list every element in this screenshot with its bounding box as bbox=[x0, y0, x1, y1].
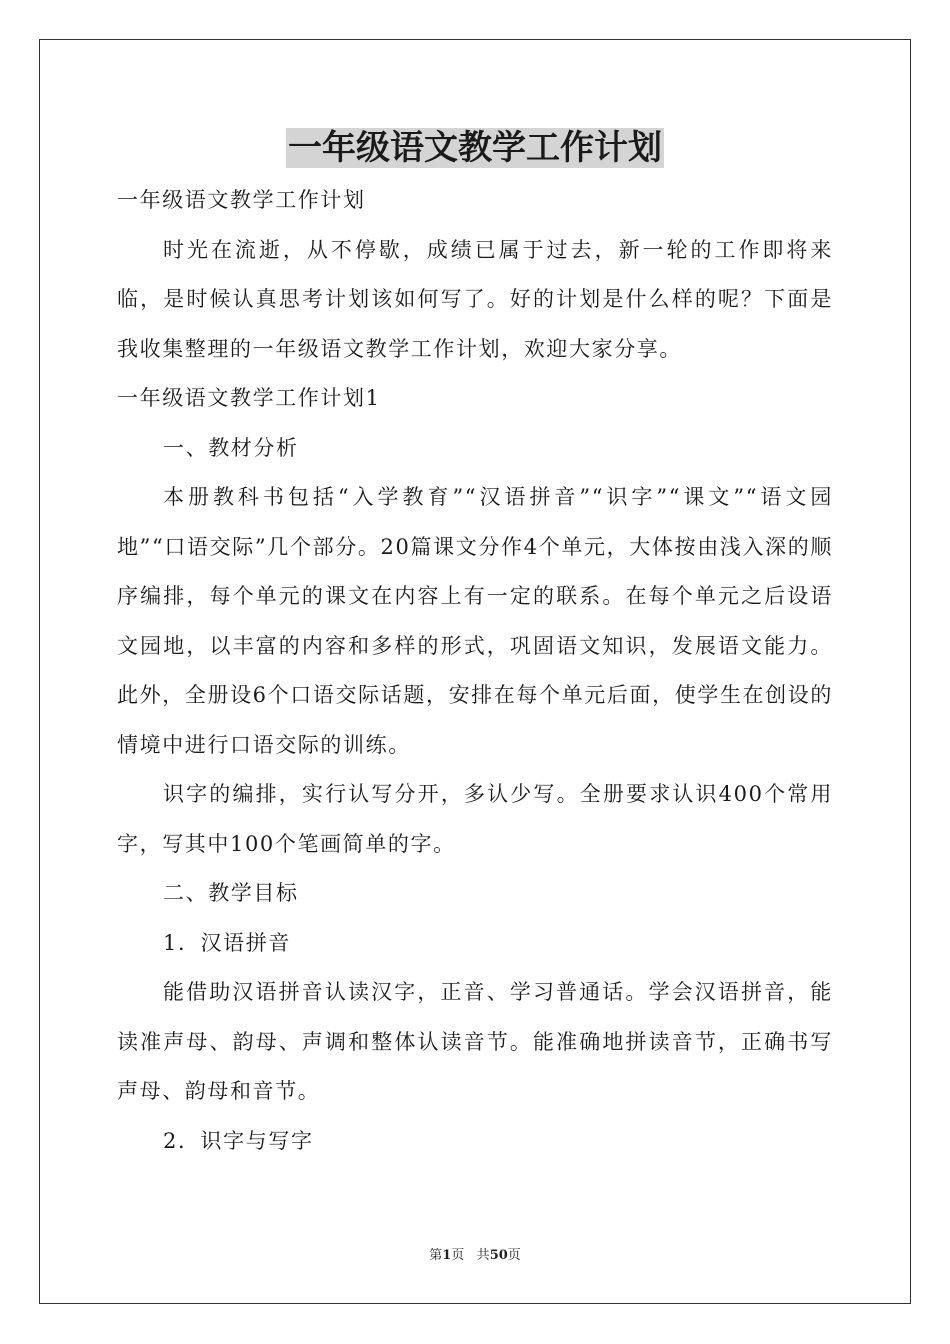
total-page-count: 50 bbox=[489, 1248, 508, 1263]
current-page-number: 1 bbox=[442, 1248, 452, 1263]
paragraph: 一年级语文教学工作计划 bbox=[117, 188, 366, 212]
paragraph: 1．汉语拼音 bbox=[163, 930, 291, 955]
document-body bbox=[117, 176, 833, 1166]
paragraph: 二、教学目标 bbox=[163, 881, 299, 905]
paragraph: 2．识字与写字 bbox=[163, 1128, 314, 1153]
page-label-prefix: 第 bbox=[429, 1248, 443, 1263]
paragraph: 一、教材分析 bbox=[163, 435, 299, 460]
document-title bbox=[0, 126, 950, 170]
paragraph: 识字的编排，实行认写分开，多认少写。全册要求认识400个常用字，写其中100个笔画简单的字。 bbox=[117, 782, 833, 856]
paragraph: 能借助汉语拼音认读汉字，正音、学习普通话。学会汉语拼音，能读准声母、韵母、声调和整体认读音节。能准确地拼读音节，正确书写声母、韵母和音节。 bbox=[117, 980, 833, 1103]
paragraph: 时光在流逝，从不停歇，成绩已属于过去，新一轮的工作即将来临，是时候认真思考计划该如何写了。好的计划是什么样的呢？下面是我收集整理的一年级语文教学工作计划，欢迎大家分享。 bbox=[117, 237, 833, 361]
paragraph: 一年级语文教学工作计划1 bbox=[117, 386, 381, 410]
document-title-text: 一年级语文教学工作计划 bbox=[288, 128, 662, 168]
paragraph: 本册教科书包括“入学教育”“汉语拼音”“识字”“课文”“语文园地”“口语交际”几个部分。20篇课文分作4个单元，大体按由浅入深的顺序编排，每个单元的课文在内容上有一定的联系。在每个单元之后设语文园地，以丰富的内容和多样的形式，巩固语文知识，发展语文能力。此外，全册设6个口语交际话题，安排在每个单元后面，使学生在创设的情境中进行口语交际的训练。 bbox=[117, 485, 833, 757]
page-label-suffix: 页 bbox=[451, 1248, 465, 1263]
total-label-prefix: 共 bbox=[476, 1248, 490, 1263]
page-footer bbox=[0, 1244, 950, 1263]
total-label-suffix: 页 bbox=[507, 1248, 521, 1263]
